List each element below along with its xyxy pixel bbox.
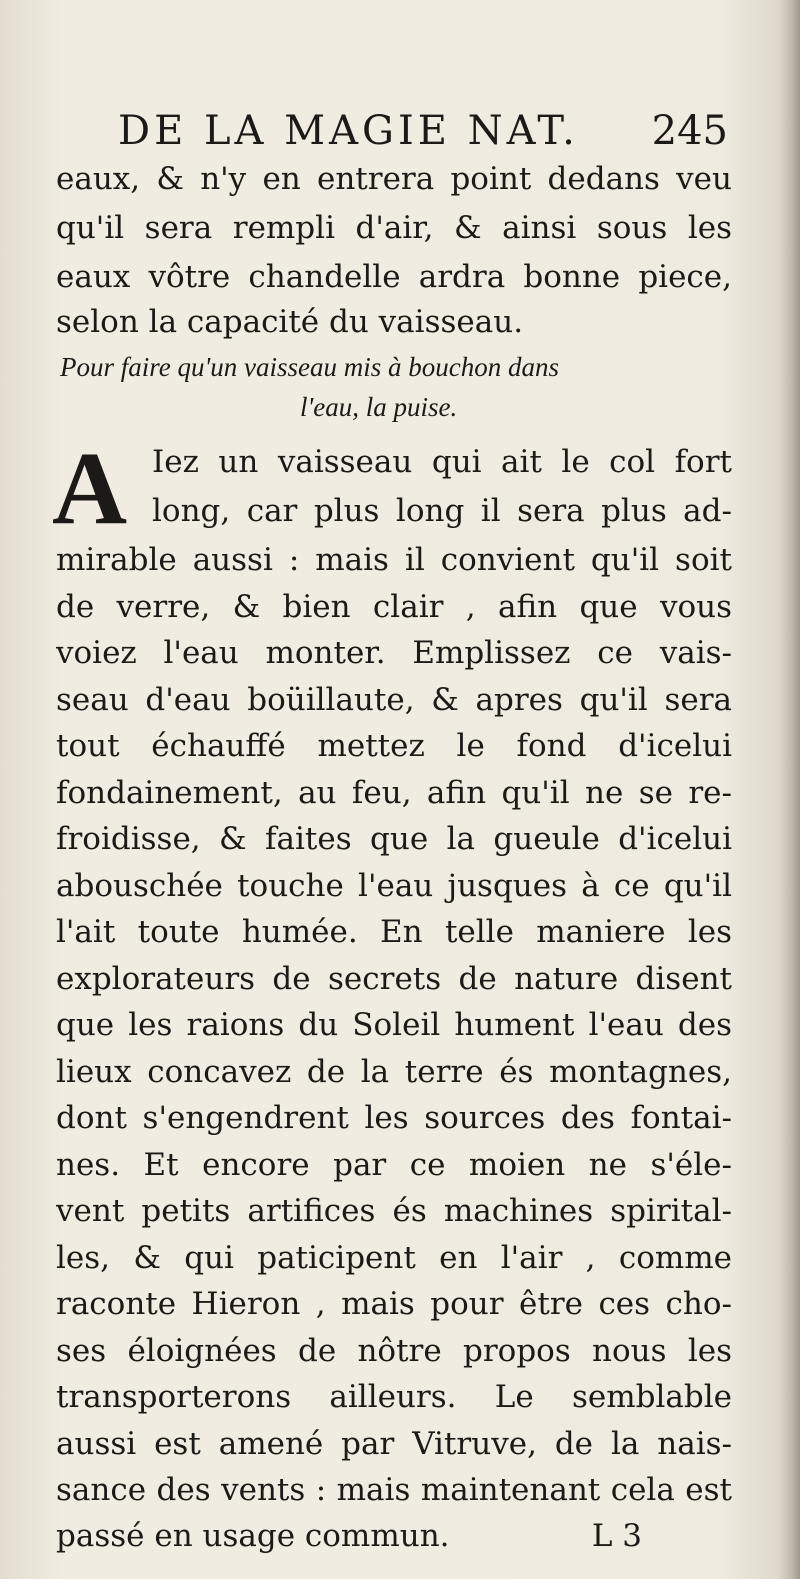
section-caption-line-2: l'eau, la puise. [300,392,458,422]
text-line: long, car plus long il sera plus ad- [152,493,732,529]
text-line: eaux, & n'y en entrera point dedans veu [56,161,732,197]
text-line: tout échauffé mettez le fond d'icelui [56,728,732,764]
text-line: eaux vôtre chandelle ardra bonne piece, [56,259,732,295]
text-line: aussi est amené par Vitruve, de la nais- [56,1426,732,1462]
section-caption-line-1: Pour faire qu'un vaisseau mis à bouchon dans [60,352,559,382]
running-title: DE LA MAGIE NAT. [118,108,579,154]
text-line: dont s'engendrent les sources des fontai- [56,1100,732,1136]
text-line: ses éloignées de nôtre propos nous les [56,1333,732,1369]
text-line: lieux concavez de la terre és montagnes, [56,1054,732,1090]
text-line: Iez un vaisseau qui ait le col fort [152,444,732,480]
page-edge-shadow [778,0,800,1579]
text-line: vent petits artifices és machines spirital- [56,1193,732,1229]
text-line: mirable aussi : mais il convient qu'il soit [56,542,732,578]
text-line: nes. Et encore par ce moien ne s'éle- [56,1147,732,1183]
text-line: voiez l'eau monter. Emplissez ce vais- [56,635,732,671]
text-line: explorateurs de secrets de nature disent [56,961,732,997]
final-text-line: passé en usage commun. [56,1518,450,1554]
page-footer [56,1512,642,1560]
text-line: raconte Hieron , mais pour être ces cho- [56,1286,732,1322]
signature-mark: L 3 [591,1518,642,1554]
text-line: les, & qui paticipent en l'air , comme [56,1240,732,1276]
text-line: froidisse, & faites que la gueule d'icelui [56,821,732,857]
text-line: seau d'eau boüillaute, & apres qu'il sera [56,682,732,718]
drop-cap: A [52,431,128,546]
text-line: fondainement, au feu, afin qu'il ne se re- [56,775,732,811]
text-line: l'ait toute humée. En telle maniere les [56,914,732,950]
text-line: abouschée touche l'eau jusques à ce qu'il [56,868,732,904]
text-line: qu'il sera rempli d'air, & ainsi sous les [56,210,732,246]
text-line: transporterons ailleurs. Le semblable [56,1379,732,1415]
page-number: 245 [651,108,728,154]
text-line: que les raions du Soleil hument l'eau des [56,1007,732,1043]
running-header [118,108,728,152]
text-line-last-body: sance des vents : mais maintenant cela est [56,1472,732,1508]
text-line: de verre, & bien clair , afin que vous [56,589,732,625]
text-line: selon la capacité du vaisseau. [56,304,524,340]
